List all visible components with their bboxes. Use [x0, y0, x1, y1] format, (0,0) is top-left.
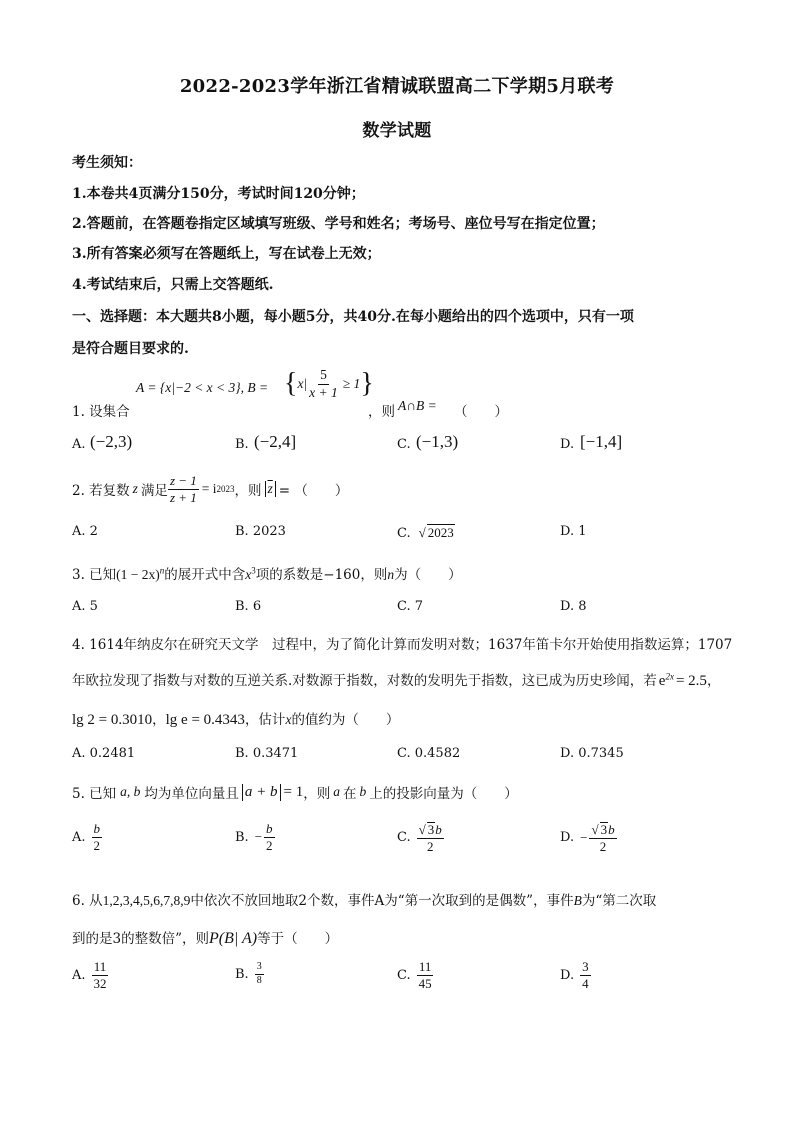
q2-eq: = i	[201, 481, 217, 497]
q6-prob: P(B| A)	[209, 930, 258, 947]
q5-a: a	[333, 784, 341, 799]
fraction	[255, 962, 264, 986]
q2-then: ，则	[234, 483, 262, 500]
question-5	[72, 782, 518, 802]
question-3	[72, 563, 462, 583]
fraction	[307, 368, 340, 399]
option-label: A.	[72, 829, 86, 845]
fraction-denominator: 8	[256, 974, 262, 986]
q4-x: x	[285, 712, 292, 727]
notice-item: 2.答题前，在答题卷指定区域填写班级、学号和姓名；考场号、座位号写在指定位置；	[72, 216, 605, 232]
right-brace: }	[360, 368, 374, 399]
option-label: B.	[235, 829, 249, 845]
fraction-numerator: 3	[255, 962, 264, 975]
option-label: C.	[397, 830, 411, 846]
fraction	[417, 960, 434, 990]
question-1-then: ，则	[368, 404, 395, 420]
option-label: D.	[560, 967, 575, 983]
fraction-numerator: 11	[418, 959, 432, 974]
question-4-line2	[72, 669, 720, 690]
option-b: B. 0.3471	[235, 746, 299, 761]
option-label: C.	[397, 967, 411, 983]
option-label: A.	[72, 967, 86, 983]
fraction-numerator: 11	[93, 959, 107, 974]
q3-x-power: 3	[251, 565, 256, 576]
option-value: (−2,4]	[254, 432, 297, 451]
question-1-intersection: A∩B =	[398, 398, 437, 413]
q3-end: 为（ ）	[394, 567, 462, 583]
q3-expr: (1 − 2x)	[116, 567, 160, 582]
q5-tail: 上的投影向量为（ ）	[369, 786, 518, 802]
fraction-denominator: 32	[93, 975, 107, 991]
question-1-set-b	[284, 368, 374, 400]
fraction-denominator: 2	[426, 838, 434, 854]
option-a	[72, 960, 109, 990]
fraction-denominator: 2	[599, 838, 607, 854]
option-d: D. 0.7345	[560, 746, 624, 761]
exam-subtitle: 数学试题	[362, 121, 432, 141]
notice-item: 3.所有答案必须写在答题纸上，写在试卷上无效；	[72, 246, 381, 262]
q4-end: 的值约为（ ）	[291, 712, 400, 728]
fraction-numerator: b	[93, 821, 101, 836]
q3-tail: 项的系数是−160，则	[255, 567, 388, 583]
question-2	[72, 474, 348, 504]
fraction-denominator: 45	[418, 975, 432, 991]
q5-ab: a, b	[120, 784, 141, 799]
q2-power: 2023	[216, 484, 235, 495]
q5-abs: a + b	[242, 784, 281, 801]
fraction	[168, 474, 199, 504]
q6-line2-tail: 等于（ ）	[257, 931, 339, 947]
option-label: B.	[235, 966, 249, 982]
option-c: C. 7	[397, 599, 424, 614]
fraction	[92, 960, 109, 990]
option-sqrt: 3	[600, 822, 608, 837]
option-sqrt-value: 2023	[427, 525, 454, 540]
q3-n: n	[387, 567, 395, 582]
q4-lg2: lg 2 = 0.3010	[72, 712, 153, 728]
q3-power-n: n	[159, 565, 165, 576]
q6-line2-prefix: 到的是3的整数倍”，则	[72, 931, 209, 947]
option-label: C.	[397, 437, 411, 452]
fraction: $\frac{√ 3b}{2}$	[418, 822, 442, 854]
option-c	[397, 822, 444, 853]
option-vector-b: b	[608, 822, 615, 837]
option-sqrt: 3	[427, 822, 435, 837]
q6-b: B	[573, 893, 582, 908]
q3-mid: 的展开式中含	[164, 567, 246, 583]
option-b	[235, 822, 275, 852]
option-a	[72, 822, 102, 852]
fraction-numerator: 5	[318, 368, 329, 384]
option-d: D. 8	[560, 599, 587, 614]
fraction-denominator: 2	[266, 837, 273, 853]
q3-x: x	[245, 567, 252, 582]
notice-item: 1.本卷共4页满分150分，考试时间120分钟；	[72, 186, 365, 202]
option-value: (−1,3)	[416, 432, 459, 451]
q4-comma: ，	[706, 673, 721, 689]
option-label: D.	[560, 830, 575, 846]
q6-tail: 为“第二次取	[581, 893, 657, 909]
fraction: $\frac{√ 3b}{2}$	[591, 822, 615, 854]
option-sign: −	[580, 829, 588, 845]
q6-mid: 中依次不放回地取2个数，事件A为“第一次取到的是偶数”，事件	[190, 893, 574, 909]
q2-tail: = （ ）	[278, 483, 349, 500]
option-value: [−1,4]	[580, 432, 623, 451]
option-d: D. 1	[560, 524, 587, 539]
q6-prefix: 6. 从	[72, 893, 103, 909]
q4-lge: lg e = 0.4343	[165, 712, 245, 728]
option-value: (−2,3)	[90, 432, 133, 451]
question-6-line2	[72, 927, 338, 948]
option-sign: −	[254, 829, 263, 845]
q3-prefix: 3. 已知	[72, 567, 117, 583]
q5-eq: = 1	[283, 783, 304, 800]
q6-numbers: 1,2,3,4,5,6,7,8,9	[102, 893, 191, 908]
option-b	[235, 962, 264, 986]
question-6-line1	[72, 889, 656, 909]
option-d	[560, 960, 591, 990]
q4-e-power: 2x	[665, 671, 674, 682]
option-label: D.	[560, 437, 575, 452]
section-heading: 一、选择题：本大题共8小题，每小题5分，共40分.在每小题给出的四个选项中，只有一项	[72, 309, 634, 325]
option-a: A. 5	[72, 599, 98, 614]
q2-mid: 满足	[140, 483, 168, 500]
notice-heading: 考生须知：	[72, 155, 142, 171]
option-b: B. 6	[235, 599, 262, 614]
exam-title: 2022-2023学年浙江省精诚联盟高二下学期5月联考	[179, 76, 615, 97]
q5-mid: 均为单位向量且	[144, 786, 239, 802]
left-brace: {	[284, 368, 298, 399]
option-vector-b: b	[435, 822, 442, 837]
fraction-denominator: z + 1	[169, 489, 197, 505]
q4-e: e	[658, 673, 666, 689]
fraction	[580, 960, 591, 990]
fraction-numerator: z − 1	[169, 473, 197, 488]
option-c: C. 0.4582	[397, 746, 461, 761]
q5-b: b	[359, 784, 367, 799]
option-label: C.	[397, 526, 411, 541]
fraction-denominator: 4	[582, 975, 589, 991]
q5-on: 在	[343, 786, 357, 802]
fraction-numerator: b	[266, 821, 273, 836]
option-label: A.	[72, 437, 86, 452]
option-label: B.	[235, 437, 249, 452]
question-4-line3: lg 2 = 0.3010，lg e = 0.4343，估计x的值约为（ ）	[72, 712, 400, 728]
set-b-inequality: ≥ 1	[342, 376, 361, 391]
question-1-prefix: 1. 设集合	[72, 404, 130, 420]
option-b: B. 2023	[235, 524, 286, 539]
option-c: C. √ 2023	[397, 525, 454, 541]
fraction	[264, 822, 275, 852]
q5-then: ，则	[303, 786, 331, 802]
q4-tail: ，估计	[244, 712, 286, 728]
q5-prefix: 5. 已知	[72, 786, 117, 802]
set-b-var: x|	[297, 376, 308, 391]
option-a: A. 0.2481	[72, 746, 136, 761]
question-1-set-a: A = {x|−2 < x < 3}, B =	[136, 380, 269, 395]
fraction-denominator: 2	[93, 837, 101, 853]
notice-item: 4.考试结束后，只需上交答题纸.	[72, 277, 274, 293]
option-c	[397, 960, 434, 990]
fraction-denominator: x + 1	[309, 384, 338, 400]
section-heading-cont: 是符合题目要求的.	[72, 341, 189, 357]
question-4-line1: 4. 1614年纳皮尔在研究天文学 过程中，为了简化计算而发明对数；1637年笛卡尔开始使用指数运算；1707	[72, 637, 733, 653]
question-1-blank: （ ）	[454, 404, 508, 420]
fraction	[92, 822, 103, 852]
q4-e-val: = 2.5	[675, 673, 707, 689]
q4-text: 年欧拉发现了指数与对数的互逆关系.对数源于指数，对数的发明先于指数，这已成为历史珍闻，若	[72, 673, 657, 689]
option-a: A. 2	[72, 524, 98, 539]
q2-conjugate-z: $\overline{z}$	[267, 481, 273, 497]
q2-z: z	[132, 481, 138, 497]
option-d	[560, 822, 617, 853]
q2-prefix: 2. 若复数	[72, 483, 130, 500]
fraction-numerator: 3	[582, 959, 589, 974]
